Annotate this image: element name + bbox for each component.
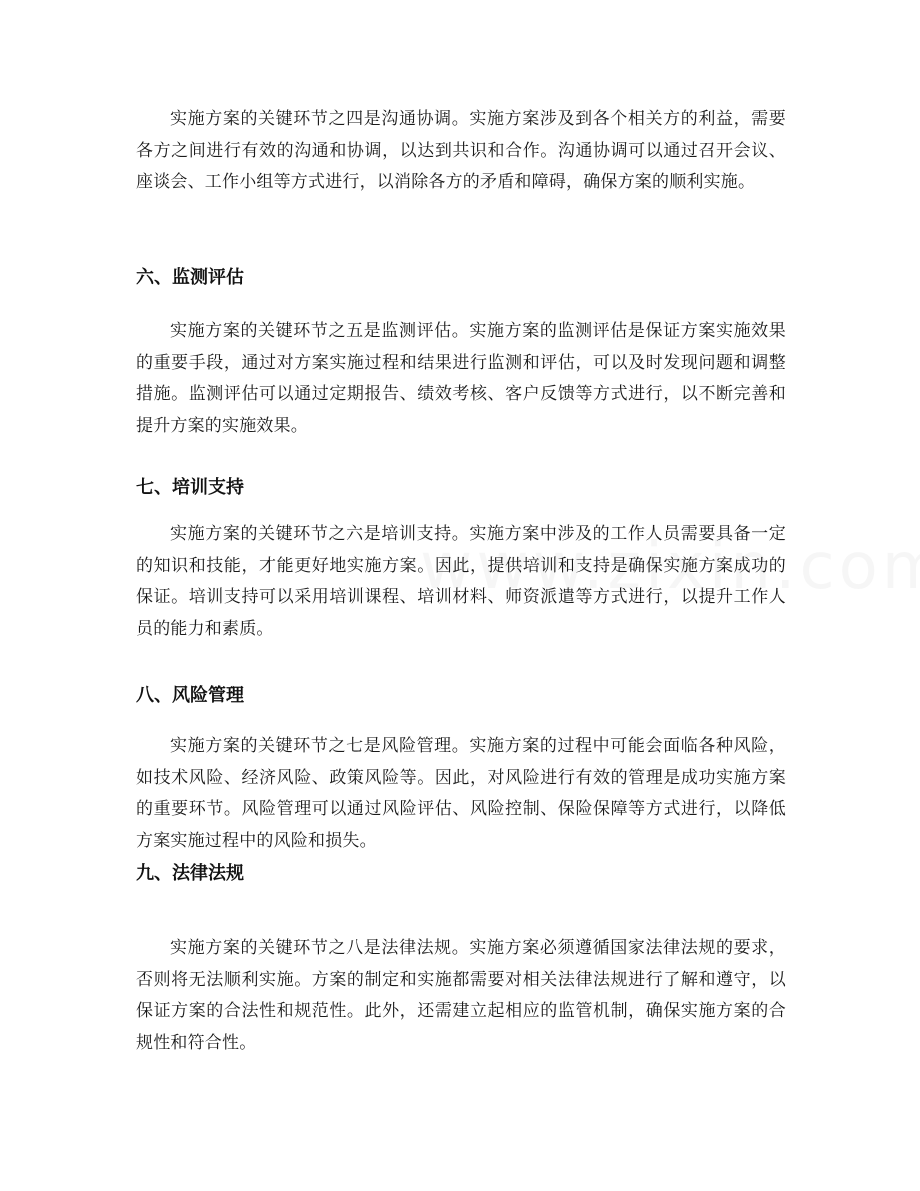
heading-training-support: 七、培训支持 — [136, 477, 244, 498]
heading-risk-management: 八、风险管理 — [136, 685, 244, 706]
paragraph-risk-management: 实施方案的关键环节之七是风险管理。实施方案的过程中可能会面临各种风险，如技术风险、经济风险、政策风险等。因此，对风险进行有效的管理是成功实施方案的重要环节。风险管理可以通过风险评估、风险控制、保险保障等方式进行，以降低方案实施过程中的风险和损失。 — [136, 736, 786, 851]
paragraph-training-support: 实施方案的关键环节之六是培训支持。实施方案中涉及的工作人员需要具备一定的知识和技能，才能更好地实施方案。因此，提供培训和支持是确保实施方案成功的保证。培训支持可以采用培训课程、培训材料、师资派遣等方式进行，以提升工作人员的能力和素质。 — [136, 524, 786, 639]
heading-laws-regulations: 九、法律法规 — [136, 863, 244, 884]
paragraph-monitoring-evaluation: 实施方案的关键环节之五是监测评估。实施方案的监测评估是保证方案实施效果的重要手段，通过对方案实施过程和结果进行监测和评估，可以及时发现问题和调整措施。监测评估可以通过定期报告、绩效考核、客户反馈等方式进行，以不断完善和提升方案的实施效果。 — [136, 321, 786, 436]
paragraph-communication: 实施方案的关键环节之四是沟通协调。实施方案涉及到各个相关方的利益，需要各方之间进行有效的沟通和协调，以达到共识和合作。沟通协调可以通过召开会议、座谈会、工作小组等方式进行，以消除各方的矛盾和障碍，确保方案的顺利实施。 — [136, 109, 786, 192]
paragraph-laws-regulations: 实施方案的关键环节之八是法律法规。实施方案必须遵循国家法律法规的要求，否则将无法顺利实施。方案的制定和实施都需要对相关法律法规进行了解和遵守，以保证方案的合法性和规范性。此外，还需建立起相应的监管机制，确保实施方案的合规性和符合性。 — [136, 938, 786, 1053]
heading-monitoring-evaluation: 六、监测评估 — [136, 267, 244, 288]
